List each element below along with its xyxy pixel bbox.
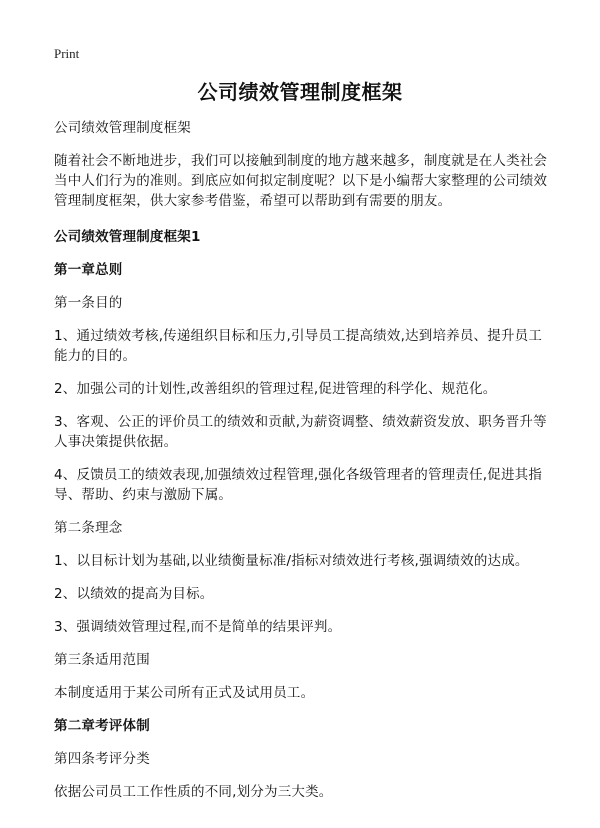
body-paragraph: 1、以目标计划为基础,以业绩衡量标准/指标对绩效进行考核,强调绩效的达成。 [54,553,529,569]
body-paragraph: 本制度适用于某公司所有正式及试用员工。 [54,685,315,701]
print-link[interactable]: Print [54,46,80,61]
chapter-heading: 第二章考评体制 [54,718,150,734]
chapter-heading: 第一章总则 [54,262,123,278]
body-paragraph: 3、客观、公正的评价员工的绩效和贡献,为薪资调整、绩效薪资发放、职务晋升等人事决策提供依据。 [54,414,547,450]
body-paragraph: 3、强调绩效管理过程,而不是简单的结果评判。 [54,619,342,635]
body-paragraph: 2、以绩效的提高为目标。 [54,586,214,602]
article-title: 第一条目的 [54,295,123,311]
article-title: 第四条考评分类 [54,751,150,767]
document-body [54,118,548,815]
article-title: 第二条理念 [54,520,123,536]
body-paragraph: 依据公司员工工作性质的不同,划分为三大类。 [54,784,333,800]
body-paragraph: 1、通过绩效考核,传递组织目标和压力,引导员工提高绩效,达到培养员、提升员工能力的目的。 [54,328,543,364]
section-heading: 公司绩效管理制度框架1 [54,229,201,245]
body-paragraph: 2、加强公司的计划性,改善组织的管理过程,促进管理的科学化、规范化。 [54,381,497,397]
subtitle-paragraph: 公司绩效管理制度框架 [54,120,191,136]
intro-paragraph: 随着社会不断地进步，我们可以接触到制度的地方越来越多，制度就是在人类社会当中人们行为的准则。到底应如何拟定制度呢？以下是小编帮大家整理的公司绩效管理制度框架，供大家参考借鉴，希望可以帮助到有需要的朋友。 [54,153,548,209]
body-paragraph: 4、反馈员工的绩效表现,加强绩效过程管理,强化各级管理者的管理责任,促进其指导、帮助、约束与激励下属。 [54,467,543,503]
document-title: 公司绩效管理制度框架 [197,80,403,104]
article-title: 第三条适用范围 [54,652,150,668]
